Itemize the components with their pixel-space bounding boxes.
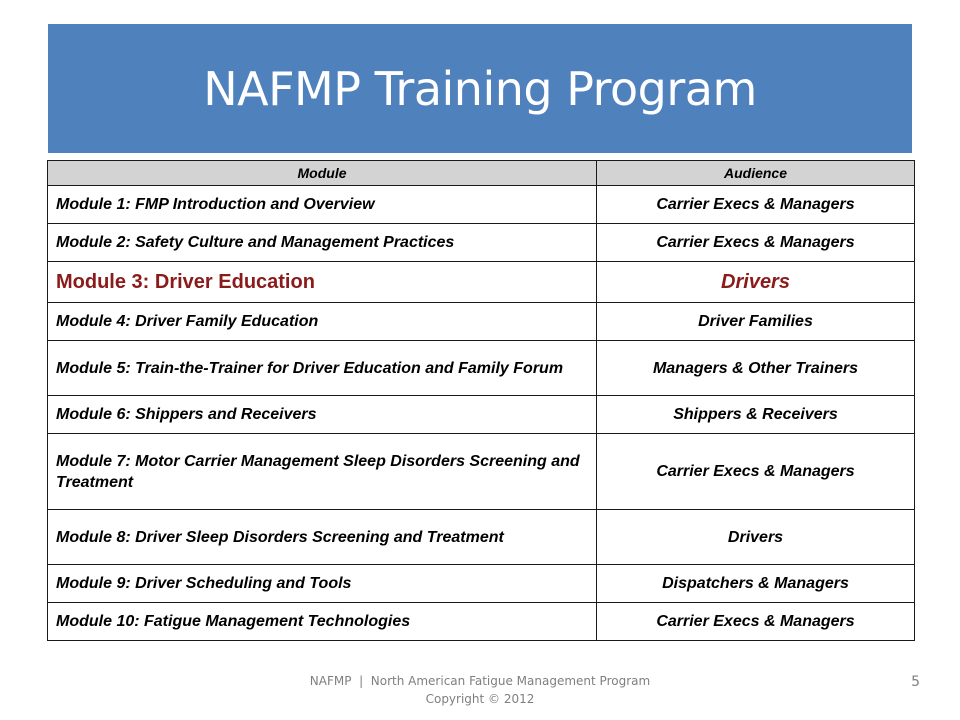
- audience-cell: Dispatchers & Managers: [597, 565, 915, 603]
- table-row: [48, 303, 915, 341]
- slide-title: NAFMP Training Program: [203, 61, 757, 116]
- audience-cell: Carrier Execs & Managers: [597, 224, 915, 262]
- table-row: [48, 224, 915, 262]
- audience-cell: Carrier Execs & Managers: [597, 186, 915, 224]
- module-cell: Module 1: FMP Introduction and Overview: [48, 186, 597, 224]
- module-cell: Module 7: Motor Carrier Management Sleep Disorders Screening and Treatment: [48, 434, 597, 510]
- footer-program-name: NAFMP | North American Fatigue Management Program: [309, 674, 651, 688]
- module-cell: Module 8: Driver Sleep Disorders Screening and Treatment: [48, 510, 597, 565]
- table-row: [48, 603, 915, 641]
- audience-cell: Drivers: [597, 510, 915, 565]
- module-cell: Module 4: Driver Family Education: [48, 303, 597, 341]
- module-table: [47, 160, 915, 641]
- footer-copyright: Copyright © 2012: [425, 692, 535, 706]
- table-row: [48, 510, 915, 565]
- header-module: Module: [48, 161, 597, 186]
- module-cell: Module 3: Driver Education: [48, 262, 597, 303]
- module-cell: Module 5: Train-the-Trainer for Driver Education and Family Forum: [48, 341, 597, 396]
- module-cell: Module 2: Safety Culture and Management Practices: [48, 224, 597, 262]
- audience-cell: Drivers: [597, 262, 915, 303]
- table-header-row: [48, 161, 915, 186]
- module-cell: Module 6: Shippers and Receivers: [48, 396, 597, 434]
- audience-cell: Carrier Execs & Managers: [597, 434, 915, 510]
- audience-cell: Managers & Other Trainers: [597, 341, 915, 396]
- table-row: [48, 341, 915, 396]
- module-cell: Module 9: Driver Scheduling and Tools: [48, 565, 597, 603]
- audience-cell: Shippers & Receivers: [597, 396, 915, 434]
- page-number: 5: [911, 674, 920, 690]
- audience-cell: Driver Families: [597, 303, 915, 341]
- module-cell: Module 10: Fatigue Management Technologies: [48, 603, 597, 641]
- title-bar: [48, 24, 912, 153]
- table-row: [48, 186, 915, 224]
- table-row: [48, 434, 915, 510]
- table-row: [48, 565, 915, 603]
- table-row-highlighted: [48, 262, 915, 303]
- slide-footer: [0, 672, 960, 708]
- table-row: [48, 396, 915, 434]
- audience-cell: Carrier Execs & Managers: [597, 603, 915, 641]
- header-audience: Audience: [597, 161, 915, 186]
